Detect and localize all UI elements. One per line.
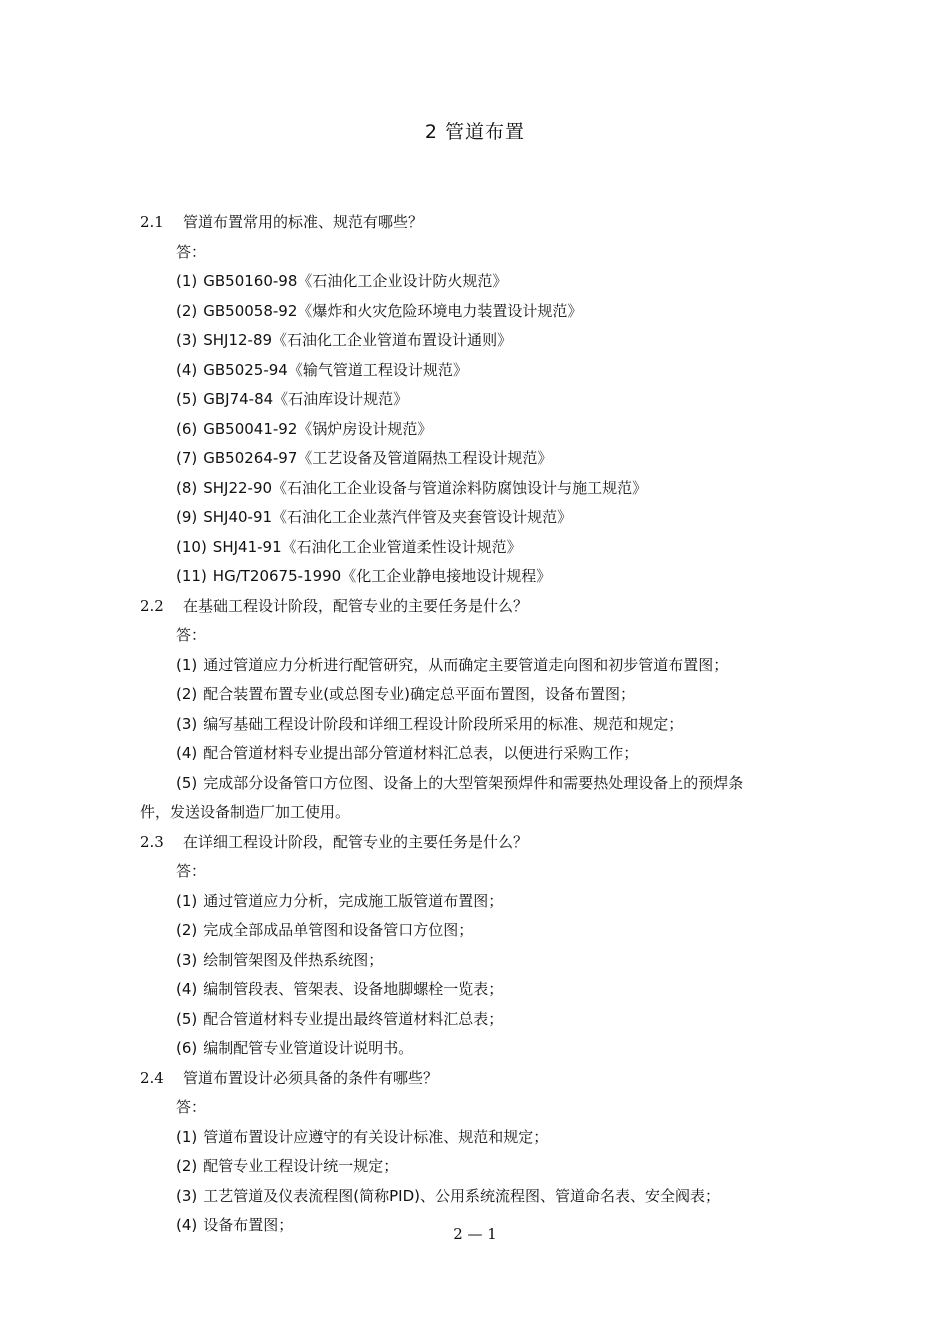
question-number: 2.2 [140,596,164,615]
item-number: (1) [176,1127,198,1146]
answer-item [140,887,820,917]
question-number: 2.3 [140,832,164,851]
item-text: 完成全部成品单管图和设备管口方位图； [203,921,474,939]
answer-label: 答： [176,1098,207,1116]
item-number: (7) [176,449,198,467]
question-heading [140,828,820,858]
item-text: GB50160-98《石油化工企业设计防火规范》 [203,272,508,290]
answer-item [140,297,820,327]
item-text: 工艺管道及仪表流程图(简称PID)、公用系统流程图、管道命名表、安全阀表； [203,1186,720,1205]
question-number: 2.4 [140,1068,164,1087]
answer-item [140,326,820,356]
item-text: GBJ74-84《石油库设计规范》 [203,390,409,408]
item-number: (6) [176,419,198,438]
answer-item [140,916,820,946]
answer-item [140,503,820,533]
item-text: 通过管道应力分析进行配管研究，从而确定主要管道走向图和初步管道布置图； [203,655,729,674]
chapter-title: 2 管道布置 [424,121,526,143]
answer-label: 答： [176,242,207,261]
item-number: (2) [176,921,198,939]
item-number: (5) [176,390,198,408]
question-text: 在基础工程设计阶段，配管专业的主要任务是什么？ [183,596,529,615]
answer-item [140,739,820,769]
answer-item [140,385,820,415]
item-text: SHJ40-91《石油化工企业蒸汽伴管及夹套管设计规范》 [203,508,573,526]
item-text: HG/T20675-1990《化工企业静电接地设计规程》 [212,567,552,585]
item-text-continuation: 件，发送设备制造厂加工使用。 [140,803,351,821]
item-text: 通过管道应力分析，完成施工版管道布置图； [203,891,504,910]
answer-item [140,1182,820,1212]
item-text: 管道布置设计应遵守的有关设计标准、规范和规定； [203,1127,549,1146]
question-heading [140,1064,820,1094]
item-number: (2) [176,1157,198,1175]
item-text: 配合管道材料专业提出部分管道材料汇总表，以便进行采购工作； [203,744,639,762]
item-number: (5) [176,773,198,792]
answer-item [140,1034,820,1064]
item-text: 配合管道材料专业提出最终管道材料汇总表； [203,1009,504,1028]
item-number: (4) [176,360,198,379]
item-number: (3) [176,1186,198,1205]
item-number: (6) [176,1039,198,1057]
answer-item [140,1123,820,1153]
item-text: 完成部分设备管口方位图、设备上的大型管架预焊件和需要热处理设备上的预焊条 [203,773,744,792]
item-number: (10) [176,537,207,556]
answer-item [140,474,820,504]
item-number: (4) [176,744,198,762]
item-text: SHJ12-89《石油化工企业管道布置设计通则》 [203,331,513,349]
item-text: 配合装置布置专业(或总图专业)确定总平面布置图，设备布置图； [203,685,635,703]
item-text: 编制管段表、管架表、设备地脚螺栓一览表； [203,980,504,998]
answer-item [140,533,820,563]
question-text: 在详细工程设计阶段，配管专业的主要任务是什么？ [183,832,529,851]
item-text: GB50058-92《爆炸和火灾危险环境电力装置设计规范》 [203,301,583,320]
answer-item [140,1152,820,1182]
item-text: SHJ22-90《石油化工企业设备与管道涂料防腐蚀设计与施工规范》 [203,478,648,497]
answer-item [140,680,820,710]
answer-item [140,975,820,1005]
item-text: GB5025-94《输气管道工程设计规范》 [203,360,468,379]
page-number: 2 — 1 [453,1225,497,1243]
answer-item [140,710,820,740]
item-number: (9) [176,508,198,526]
item-number: (11) [176,567,207,585]
item-text: 编制配管专业管道设计说明书。 [203,1039,414,1057]
answer-item [140,267,820,297]
answer-item [140,356,820,386]
question-heading [140,208,820,238]
item-number: (4) [176,1216,198,1234]
item-text: 设备布置图； [203,1216,294,1234]
document-body [140,208,820,1241]
item-text: SHJ41-91《石油化工企业管道柔性设计规范》 [212,537,522,556]
item-text: GB50264-97《工艺设备及管道隔热工程设计规范》 [203,449,553,467]
answer-item [140,415,820,445]
answer-item [140,562,820,592]
item-text: 配管专业工程设计统一规定； [203,1157,399,1175]
answer-item [140,444,820,474]
item-number: (4) [176,980,198,998]
item-number: (3) [176,331,198,349]
question-text: 管道布置设计必须具备的条件有哪些？ [183,1068,439,1087]
answer-item [140,1005,820,1035]
item-number: (3) [176,714,198,733]
question-heading [140,592,820,622]
item-text: GB50041-92《锅炉房设计规范》 [203,419,433,438]
question-text: 管道布置常用的标准、规范有哪些？ [183,213,424,231]
item-number: (2) [176,685,198,703]
answer-item [140,946,820,976]
question-number: 2.1 [140,213,164,231]
answer-label: 答： [176,626,207,644]
item-text: 绘制管架图及伴热系统图； [203,950,384,969]
answer-item [140,769,820,799]
item-number: (1) [176,655,198,674]
item-number: (3) [176,950,198,969]
item-number: (8) [176,478,198,497]
answer-item [140,651,820,681]
item-text: 编写基础工程设计阶段和详细工程设计阶段所采用的标准、规范和规定； [203,714,684,733]
item-number: (1) [176,272,198,290]
item-number: (5) [176,1009,198,1028]
answer-label: 答： [176,862,207,880]
item-number: (1) [176,891,198,910]
item-number: (2) [176,301,198,320]
